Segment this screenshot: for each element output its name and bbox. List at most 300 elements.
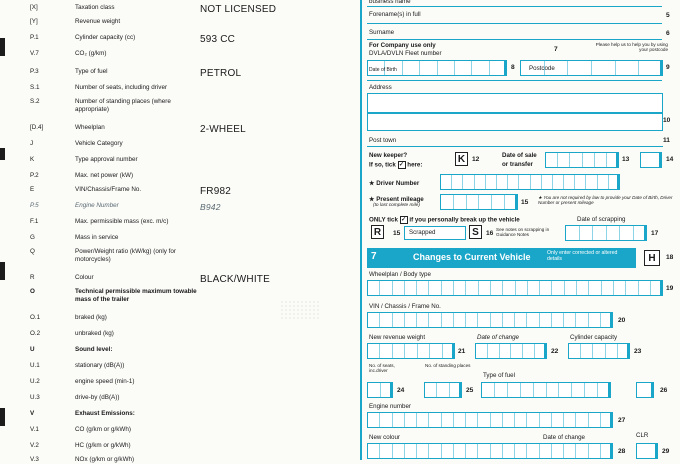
input-cell[interactable] (497, 175, 508, 189)
field-label: braked (kg) (75, 314, 107, 321)
input-cell[interactable] (508, 383, 521, 397)
input-cell[interactable] (505, 195, 517, 209)
input-cell[interactable] (602, 281, 614, 295)
input-cell[interactable] (606, 344, 618, 358)
new-revenue-weight-field[interactable] (367, 343, 455, 359)
vin-label: VIN / Chassis / Frame No. (369, 303, 441, 310)
input-cell[interactable] (515, 444, 527, 458)
input-cell[interactable] (441, 175, 452, 189)
field-code: V.2 (30, 442, 39, 449)
rule (367, 23, 662, 24)
input-cell[interactable] (437, 383, 449, 397)
input-cell[interactable] (553, 175, 564, 189)
address-line-1[interactable] (367, 93, 663, 113)
help-note: Please help us to help you by using your postcode (595, 42, 668, 53)
field-code: U.3 (30, 394, 40, 401)
field-number: 7 (554, 46, 558, 53)
field-code: G (30, 234, 35, 241)
input-cell[interactable] (454, 281, 466, 295)
date-of-change-field[interactable] (475, 343, 547, 359)
field-label: Colour (75, 274, 94, 281)
input-cell[interactable] (425, 383, 437, 397)
input-cell[interactable] (552, 281, 564, 295)
field-number: 5 (666, 12, 670, 19)
input-cell[interactable] (417, 444, 429, 458)
input-cell[interactable] (503, 444, 515, 458)
binder-mark (0, 38, 5, 56)
field-label: NOx (g/km or g/kWh) (75, 456, 135, 463)
binder-mark (0, 262, 5, 280)
field-code: U (30, 346, 35, 353)
input-cell[interactable] (500, 344, 512, 358)
field-label: Cylinder capacity (cc) (75, 34, 136, 41)
input-cell[interactable] (466, 413, 478, 427)
field-code: U.2 (30, 378, 40, 385)
present-mileage-field[interactable] (440, 194, 518, 210)
address-line-2[interactable] (367, 113, 663, 131)
field-code: J (30, 140, 34, 147)
input-cell[interactable] (552, 413, 564, 427)
field-code: [X] (30, 4, 38, 11)
h-letterbox: H (644, 250, 660, 266)
field-number: 11 (663, 137, 670, 144)
input-cell[interactable] (380, 313, 392, 327)
input-cell[interactable] (393, 444, 405, 458)
field-code: F.1 (30, 218, 39, 225)
input-cell[interactable] (620, 226, 634, 240)
field-number: 18 (666, 254, 674, 261)
paper-specks (280, 300, 320, 320)
input-cell[interactable] (393, 344, 405, 358)
field-label: Mass in service (75, 234, 119, 241)
input-cell[interactable] (540, 413, 552, 427)
input-cell[interactable] (570, 153, 582, 167)
field-label: Technical permissible maximum towable mass of the trailer (75, 288, 197, 303)
input-cell[interactable] (592, 61, 616, 75)
driver-number-label: ★ Driver Number (369, 180, 420, 187)
input-cell[interactable] (515, 413, 527, 427)
tick-checkbox[interactable]: ✓ (399, 162, 405, 168)
vin-field[interactable] (367, 312, 613, 328)
input-cell[interactable] (429, 444, 441, 458)
input-cell[interactable] (438, 61, 455, 75)
input-cell[interactable] (586, 175, 597, 189)
field-code: R (30, 274, 35, 281)
driver-number-field[interactable] (440, 174, 620, 190)
field-code: S.1 (30, 84, 40, 91)
input-cell[interactable] (405, 313, 417, 327)
box-14[interactable] (640, 152, 662, 168)
field-label: Type approval number (75, 156, 138, 163)
field-value: BLACK/WHITE (200, 274, 270, 285)
field-number: 13 (622, 156, 630, 163)
input-cell[interactable] (634, 226, 647, 240)
business-name-label: business name (369, 0, 411, 5)
field-label: Exhaust Emissions: (75, 410, 135, 417)
if-so-tick-label: If so, tick ✓ here: (369, 161, 423, 169)
field-number: 29 (662, 448, 670, 455)
input-cell[interactable] (393, 313, 405, 327)
input-cell[interactable] (488, 344, 500, 358)
input-cell[interactable] (503, 281, 515, 295)
new-keeper-label: New keeper? (369, 152, 408, 159)
input-cell[interactable] (558, 153, 570, 167)
input-cell[interactable] (564, 175, 575, 189)
field-code: P.1 (30, 34, 39, 41)
input-cell[interactable] (417, 313, 429, 327)
input-cell[interactable] (454, 195, 467, 209)
or-transfer-label: or transfer (502, 161, 533, 168)
input-cell[interactable] (479, 281, 491, 295)
field-code: K (30, 156, 35, 163)
input-cell[interactable] (580, 226, 594, 240)
field-number: 9 (666, 64, 670, 71)
field-number: 17 (651, 230, 659, 237)
input-cell[interactable] (482, 383, 495, 397)
input-cell[interactable] (564, 313, 576, 327)
input-cell[interactable] (568, 61, 592, 75)
input-cell[interactable] (598, 383, 610, 397)
break-up-checkbox[interactable]: ✓ (401, 217, 407, 223)
input-cell[interactable] (593, 344, 605, 358)
input-cell[interactable] (478, 313, 490, 327)
input-cell[interactable] (492, 195, 505, 209)
clr-field[interactable] (636, 443, 658, 459)
field-code: O (30, 288, 35, 295)
input-cell[interactable] (454, 413, 466, 427)
type-of-fuel-label: Type of fuel (483, 372, 515, 379)
input-cell[interactable] (455, 61, 472, 75)
input-cell[interactable] (540, 281, 552, 295)
rule (367, 6, 662, 7)
input-cell[interactable] (527, 413, 539, 427)
field-number: 12 (472, 156, 480, 163)
new-revenue-weight-label: New revenue weight (369, 334, 426, 341)
field-code: V (30, 410, 35, 417)
input-cell[interactable] (475, 175, 486, 189)
input-cell[interactable] (405, 413, 417, 427)
input-cell[interactable] (417, 281, 429, 295)
input-cell[interactable] (472, 61, 489, 75)
input-cell[interactable] (527, 313, 539, 327)
input-cell[interactable] (572, 383, 585, 397)
field-label: Type of fuel (75, 68, 108, 75)
seats-field[interactable] (367, 382, 393, 398)
input-cell[interactable] (466, 313, 478, 327)
input-cell[interactable] (540, 444, 552, 458)
input-cell[interactable] (598, 175, 609, 189)
input-cell[interactable] (589, 313, 601, 327)
field-code: V.3 (30, 456, 39, 463)
binder-mark (0, 148, 5, 160)
input-cell[interactable] (639, 281, 651, 295)
input-cell[interactable] (417, 413, 429, 427)
input-cell[interactable] (576, 444, 588, 458)
input-cell[interactable] (429, 413, 441, 427)
field-label: Number of seats, including driver (75, 84, 168, 91)
input-cell[interactable] (585, 383, 598, 397)
input-cell[interactable] (595, 153, 607, 167)
input-cell[interactable] (467, 195, 480, 209)
standing-label: No. of standing places (425, 363, 471, 368)
field-label: Wheelplan (75, 124, 105, 131)
field-code: S.2 (30, 98, 40, 105)
input-cell[interactable] (442, 281, 454, 295)
surname-label: Surname (369, 29, 395, 36)
input-cell[interactable] (429, 313, 441, 327)
input-cell[interactable] (559, 383, 572, 397)
input-cell[interactable] (430, 344, 442, 358)
field-label: CO₂ (g/km) (75, 50, 107, 57)
field-value: PETROL (200, 68, 242, 79)
input-cell[interactable] (564, 413, 576, 427)
engine-number-label: Engine number (369, 403, 411, 410)
input-cell[interactable] (516, 281, 528, 295)
address-label: Address (369, 84, 392, 91)
field-label: Number of standing places (where appropriate) (75, 98, 171, 113)
input-cell[interactable] (490, 61, 506, 75)
input-cell[interactable] (429, 281, 441, 295)
input-cell[interactable] (503, 313, 515, 327)
input-cell[interactable] (466, 281, 478, 295)
field-label: Sound level: (75, 346, 113, 353)
scrapped-field[interactable]: Scrapped (404, 226, 466, 240)
wheelplan-field[interactable] (367, 280, 663, 296)
input-cell[interactable] (616, 61, 640, 75)
input-cell[interactable] (441, 195, 454, 209)
input-cell[interactable] (589, 444, 601, 458)
input-cell[interactable] (405, 281, 417, 295)
input-cell[interactable] (637, 444, 657, 458)
section-number: 7 (371, 251, 377, 262)
input-cell[interactable] (601, 313, 612, 327)
input-cell[interactable] (368, 313, 380, 327)
field-code: O.2 (30, 330, 41, 337)
input-cell[interactable] (478, 444, 490, 458)
input-cell[interactable] (503, 413, 515, 427)
postcode-label: Postcode (529, 65, 555, 72)
cylinder-capacity-field[interactable] (568, 343, 630, 359)
input-cell[interactable] (491, 444, 503, 458)
input-cell[interactable] (368, 344, 380, 358)
input-cell[interactable] (542, 175, 553, 189)
input-cell[interactable] (651, 281, 662, 295)
field-code: P.3 (30, 68, 39, 75)
field-code: E (30, 186, 35, 193)
input-cell[interactable] (380, 344, 392, 358)
input-cell[interactable] (368, 383, 381, 397)
field-label: Power/Weight ratio (kW/kg) (only for motorcycles) (75, 248, 177, 263)
rule (367, 39, 662, 40)
field-number: 19 (666, 285, 674, 292)
field-code: Q (30, 248, 35, 255)
field-label: CO (g/km or g/kWh) (75, 426, 131, 433)
wheelplan-label: Wheelplan / Body type (369, 271, 431, 278)
standing-field[interactable] (424, 382, 462, 398)
fleet-number-label: DVLA/DVLN Fleet number (369, 50, 442, 57)
clr-label: CLR (636, 432, 649, 439)
input-cell[interactable] (639, 61, 662, 75)
input-cell[interactable] (454, 444, 466, 458)
field-label: Revenue weight (75, 18, 121, 25)
input-cell[interactable] (405, 444, 417, 458)
input-cell[interactable] (589, 413, 601, 427)
input-cell[interactable] (540, 313, 552, 327)
input-cell[interactable] (466, 444, 478, 458)
k-letterbox: K (455, 152, 468, 166)
section-title: Changes to Current Vehicle (413, 252, 531, 262)
input-cell[interactable] (565, 281, 577, 295)
input-cell[interactable] (566, 226, 580, 240)
input-cell[interactable] (418, 344, 430, 358)
input-cell[interactable] (528, 281, 540, 295)
field-number: 24 (397, 387, 405, 394)
input-cell[interactable] (486, 175, 497, 189)
input-cell[interactable] (531, 175, 542, 189)
date-of-sale-label: Date of sale (502, 152, 537, 159)
input-cell[interactable] (577, 281, 589, 295)
input-cell[interactable] (575, 175, 586, 189)
input-cell[interactable] (546, 153, 558, 167)
input-cell[interactable] (519, 175, 530, 189)
field-number: 8 (511, 64, 515, 71)
input-cell[interactable] (478, 413, 490, 427)
section-subtitle: Only enter corrected or altered details (547, 250, 618, 262)
date-of-sale-field[interactable] (545, 152, 619, 168)
input-cell[interactable] (368, 413, 380, 427)
box-27[interactable] (636, 382, 654, 398)
input-cell[interactable] (515, 313, 527, 327)
rule (367, 80, 662, 81)
input-cell[interactable] (442, 444, 454, 458)
field-value: 593 CC (200, 34, 236, 45)
field-code: O.1 (30, 314, 41, 321)
input-cell[interactable] (476, 344, 488, 358)
field-value: NOT LICENSED (200, 4, 277, 15)
input-cell[interactable] (637, 383, 653, 397)
input-cell[interactable] (576, 313, 588, 327)
input-cell[interactable] (552, 313, 564, 327)
field-number: 27 (618, 417, 626, 424)
input-cell[interactable] (641, 153, 661, 167)
input-cell[interactable] (450, 383, 461, 397)
input-cell[interactable] (607, 153, 618, 167)
input-cell[interactable] (381, 383, 393, 397)
engine-number-field[interactable] (367, 412, 613, 428)
input-cell[interactable] (368, 444, 380, 458)
field-number: 23 (634, 348, 642, 355)
scrapping-note: See notes on scrapping in Guidance Notes (496, 227, 550, 238)
field-value: B942 (200, 202, 221, 212)
input-cell[interactable] (614, 281, 626, 295)
input-cell[interactable] (521, 383, 534, 397)
input-cell[interactable] (442, 413, 454, 427)
input-cell[interactable] (405, 344, 417, 358)
r-letterbox: R (371, 225, 384, 239)
input-cell[interactable] (511, 344, 523, 358)
field-number: 20 (618, 317, 626, 324)
field-label: stationary (dB(A)) (75, 362, 125, 369)
input-cell[interactable] (607, 226, 621, 240)
input-cell[interactable] (454, 313, 466, 327)
present-mileage-label: ★ Present mileage (369, 196, 424, 203)
input-cell[interactable] (491, 281, 503, 295)
section-7-header (367, 248, 636, 268)
field-label: Engine Number (75, 202, 119, 209)
input-cell[interactable] (442, 313, 454, 327)
input-cell[interactable] (618, 344, 629, 358)
input-cell[interactable] (564, 444, 576, 458)
input-cell[interactable] (609, 175, 619, 189)
date-of-scrapping-field[interactable] (565, 225, 647, 241)
input-cell[interactable] (626, 281, 638, 295)
input-cell[interactable] (380, 413, 392, 427)
date-of-scrapping-label: Date of scrapping (577, 216, 626, 223)
input-cell[interactable] (495, 383, 508, 397)
input-cell[interactable] (527, 444, 539, 458)
field-code: P.5 (30, 202, 39, 209)
input-cell[interactable] (601, 413, 612, 427)
input-cell[interactable] (491, 413, 503, 427)
input-cell[interactable] (552, 444, 564, 458)
field-number: 15 (393, 230, 401, 237)
new-colour-field[interactable] (367, 443, 613, 459)
field-number: 10 (663, 117, 671, 124)
input-cell[interactable] (380, 281, 392, 295)
type-of-fuel-field[interactable] (481, 382, 611, 398)
input-cell[interactable] (576, 413, 588, 427)
field-label: Max. net power (kW) (75, 172, 134, 179)
input-cell[interactable] (368, 281, 380, 295)
field-label: unbraked (kg) (75, 330, 114, 337)
input-cell[interactable] (569, 344, 581, 358)
field-value: FR982 (200, 186, 232, 197)
input-cell[interactable] (534, 383, 547, 397)
input-cell[interactable] (589, 281, 601, 295)
input-cell[interactable] (547, 383, 560, 397)
input-cell[interactable] (443, 344, 454, 358)
field-label: drive-by (dB(A)) (75, 394, 120, 401)
field-code: [D.4] (30, 124, 44, 131)
field-code: V.7 (30, 50, 39, 57)
input-cell[interactable] (403, 61, 420, 75)
input-cell[interactable] (535, 344, 546, 358)
input-cell[interactable] (491, 313, 503, 327)
input-cell[interactable] (593, 226, 607, 240)
input-cell[interactable] (479, 195, 492, 209)
input-cell[interactable] (601, 444, 612, 458)
input-cell[interactable] (452, 175, 463, 189)
input-cell[interactable] (508, 175, 519, 189)
input-cell[interactable] (380, 444, 392, 458)
input-cell[interactable] (583, 153, 595, 167)
input-cell[interactable] (523, 344, 535, 358)
field-code: [Y] (30, 18, 38, 25)
field-number: 25 (466, 387, 474, 394)
input-cell[interactable] (393, 413, 405, 427)
input-cell[interactable] (463, 175, 474, 189)
input-cell[interactable] (581, 344, 593, 358)
input-cell[interactable] (393, 281, 405, 295)
mileage-note: (to last complete mile) (373, 203, 420, 208)
input-cell[interactable] (420, 61, 437, 75)
field-code: U.1 (30, 362, 40, 369)
field-number: 14 (666, 156, 674, 163)
field-number: 26 (660, 387, 668, 394)
field-number: 22 (551, 348, 559, 355)
field-number: 15 (521, 199, 529, 206)
field-number: 28 (618, 448, 626, 455)
